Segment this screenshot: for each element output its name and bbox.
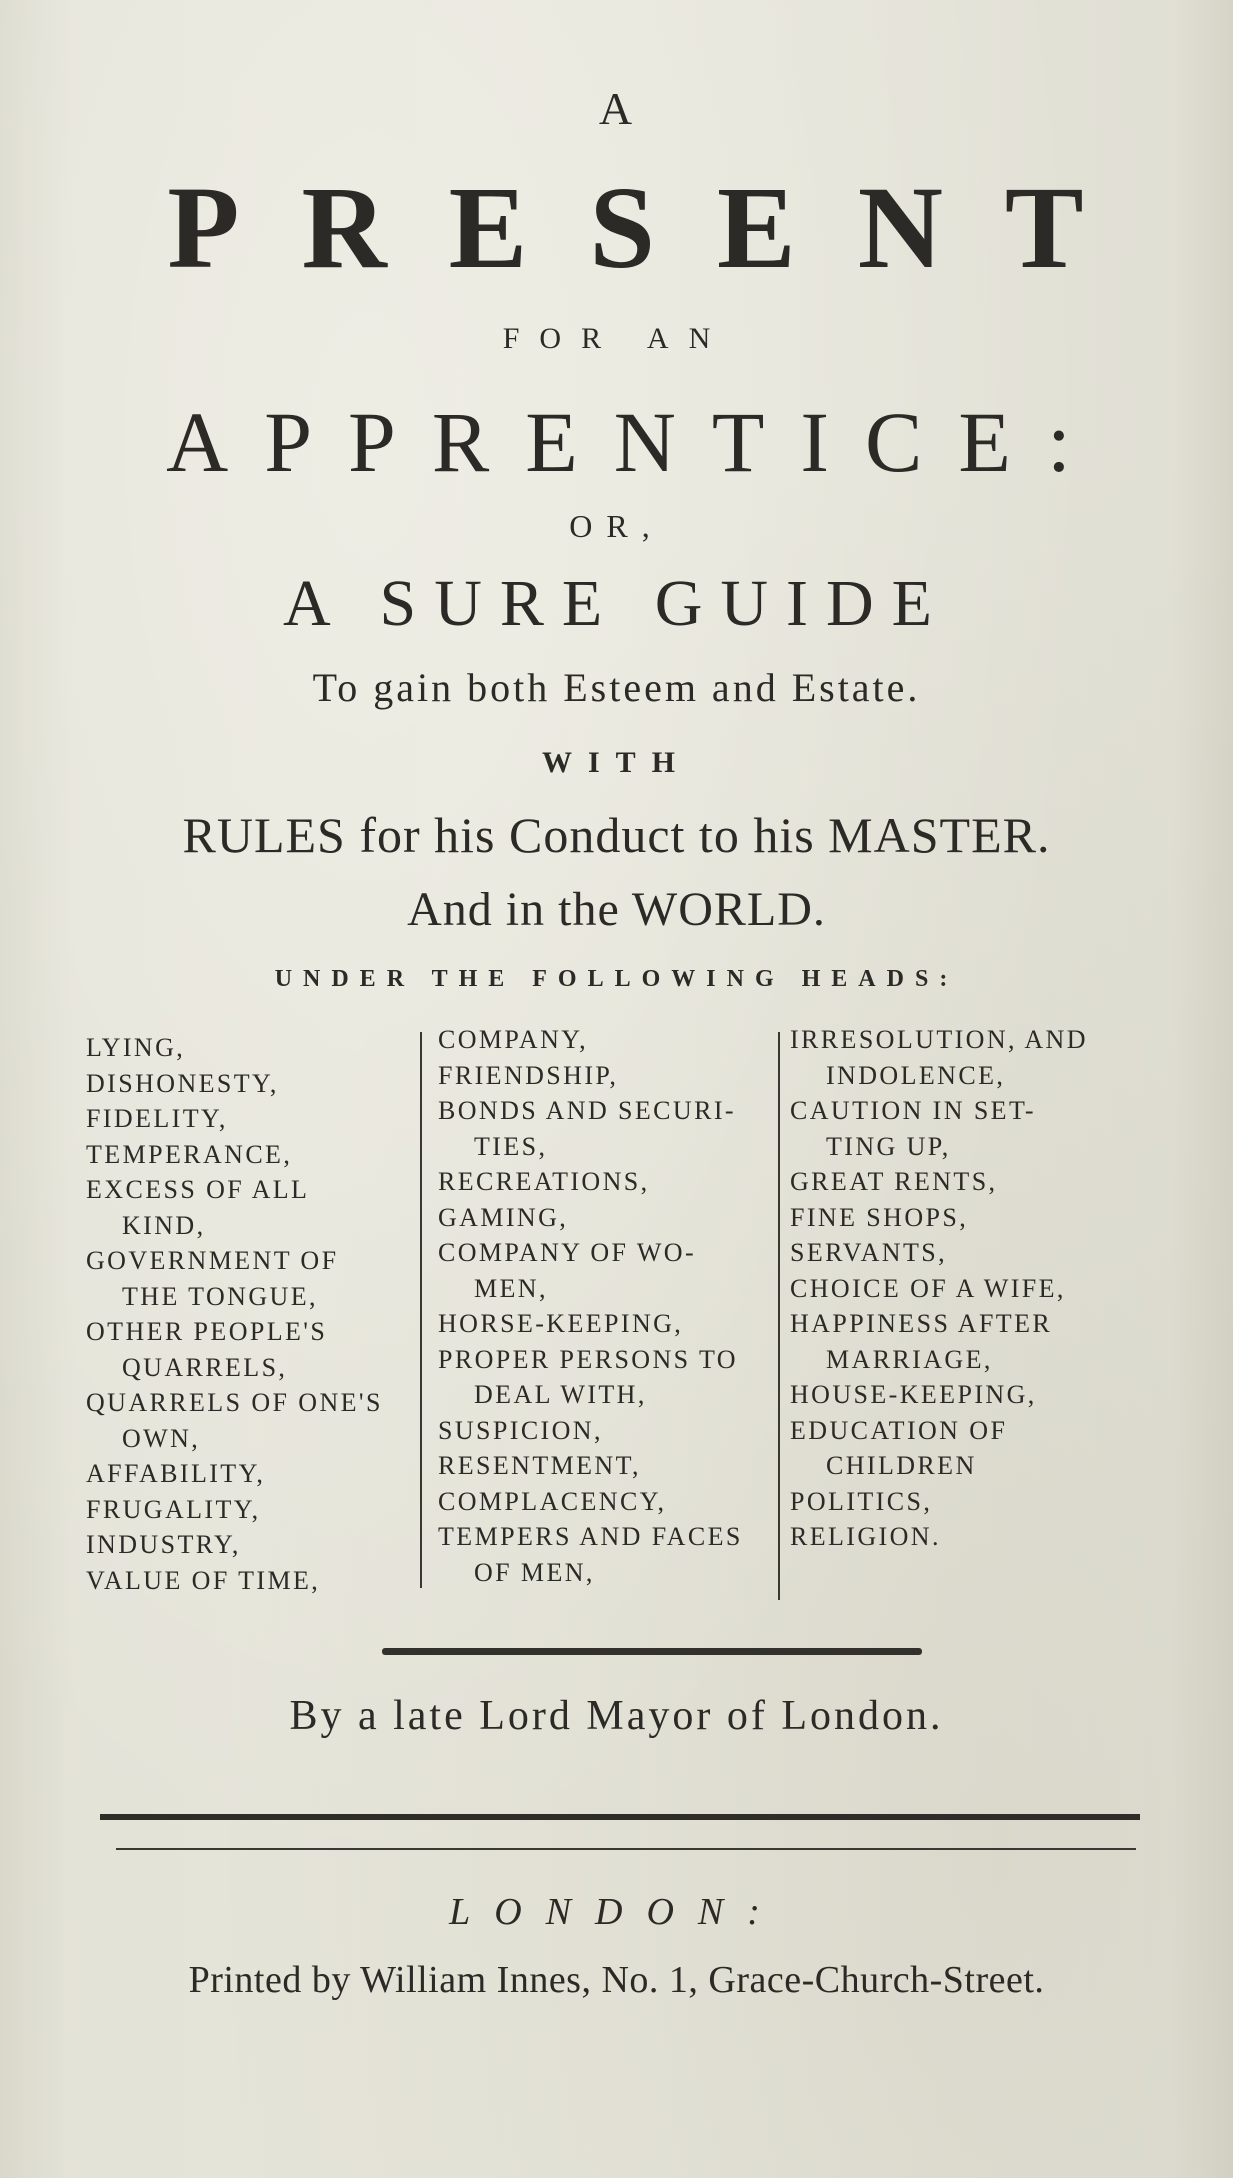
head-item: SERVANTS, — [790, 1238, 948, 1267]
head-item: COMPANY, — [438, 1025, 588, 1054]
head-item: HOUSE-KEEPING, — [790, 1380, 1037, 1409]
head-item: OTHER PEOPLE'S — [86, 1317, 328, 1346]
head-item: IRRESOLUTION, AND — [790, 1025, 1088, 1054]
title-for-an: FOR AN — [502, 322, 731, 355]
head-item: DEAL WITH, — [474, 1380, 647, 1409]
title-present: PRESENT — [167, 162, 1146, 293]
head-item: GOVERNMENT OF — [86, 1246, 339, 1275]
imprint-printer: Printed by William Innes, No. 1, Grace-Church-Street. — [188, 1959, 1045, 2001]
ornamental-rule — [382, 1648, 922, 1655]
head-item: FINE SHOPS, — [790, 1202, 969, 1232]
head-item: COMPANY OF WO- — [438, 1238, 697, 1267]
head-item: COMPLACENCY, — [438, 1486, 667, 1516]
column-divider — [778, 1032, 780, 1600]
head-item: INDOLENCE, — [826, 1060, 1006, 1090]
heads-column-3 — [790, 1022, 1088, 1555]
imprint-place: LONDON: — [449, 1891, 784, 1933]
title-or: OR, — [569, 508, 664, 544]
head-item: TIES, — [474, 1131, 548, 1161]
head-item: OF MEN, — [474, 1557, 595, 1587]
head-item: BONDS AND SECURI- — [438, 1096, 736, 1125]
head-item: CHOICE OF A WIFE, — [790, 1273, 1066, 1303]
thin-rule — [116, 1848, 1136, 1850]
head-item: FRIENDSHIP, — [438, 1060, 619, 1090]
head-item: QUARRELS, — [122, 1352, 288, 1382]
title-apprentice: APPRENTICE: — [166, 394, 1107, 490]
head-item: KIND, — [122, 1210, 206, 1240]
head-item: DISHONESTY, — [86, 1068, 279, 1098]
head-item: INDUSTRY, — [86, 1530, 241, 1559]
head-item: CAUTION IN SET- — [790, 1096, 1036, 1125]
heads-intro: UNDER THE FOLLOWING HEADS: — [274, 966, 959, 992]
head-item: THE TONGUE, — [122, 1281, 318, 1311]
head-item: GREAT RENTS, — [790, 1167, 998, 1196]
head-item: FRUGALITY, — [86, 1494, 261, 1524]
head-item: RECREATIONS, — [438, 1167, 650, 1196]
head-item: RELIGION. — [790, 1522, 941, 1551]
head-item: FIDELITY, — [86, 1104, 228, 1133]
subtitle-world-line: And in the WORLD. — [407, 883, 826, 936]
head-item: QUARRELS OF ONE'S — [86, 1388, 383, 1417]
heads-column-1 — [86, 1030, 383, 1598]
head-item: OWN, — [122, 1423, 201, 1453]
head-item: VALUE OF TIME, — [86, 1565, 321, 1595]
head-item: PROPER PERSONS TO — [438, 1344, 738, 1374]
head-item: POLITICS, — [790, 1486, 933, 1516]
head-item: TEMPERANCE, — [86, 1139, 293, 1169]
column-divider — [420, 1032, 422, 1588]
heads-column-2 — [438, 1022, 743, 1590]
head-item: GAMING, — [438, 1202, 569, 1232]
subtitle-gain-line: To gain both Esteem and Estate. — [312, 665, 921, 710]
subtitle-rules-line: RULES for his Conduct to his MASTER. — [182, 807, 1051, 863]
subtitle-sure-guide: A SURE GUIDE — [282, 567, 950, 640]
heads-list — [86, 1022, 1166, 1595]
head-item: EDUCATION OF — [790, 1415, 1008, 1445]
head-item: RESENTMENT, — [438, 1451, 641, 1480]
head-item: MARRIAGE, — [826, 1344, 993, 1374]
head-item: HORSE-KEEPING, — [438, 1309, 684, 1338]
subtitle-with: WITH — [541, 746, 692, 779]
head-item: TING UP, — [826, 1131, 951, 1161]
head-item: AFFABILITY, — [86, 1459, 266, 1488]
author-line: By a late Lord Mayor of London. — [289, 1693, 944, 1739]
thick-rule — [100, 1814, 1140, 1820]
head-item: LYING, — [86, 1033, 186, 1062]
title-article: A — [598, 83, 635, 134]
head-item: TEMPERS AND FACES — [438, 1522, 743, 1551]
head-item: CHILDREN — [826, 1451, 977, 1480]
head-item: HAPPINESS AFTER — [790, 1309, 1053, 1338]
head-item: MEN, — [474, 1273, 548, 1303]
head-item: SUSPICION, — [438, 1415, 603, 1445]
head-item: EXCESS OF ALL — [86, 1175, 310, 1204]
